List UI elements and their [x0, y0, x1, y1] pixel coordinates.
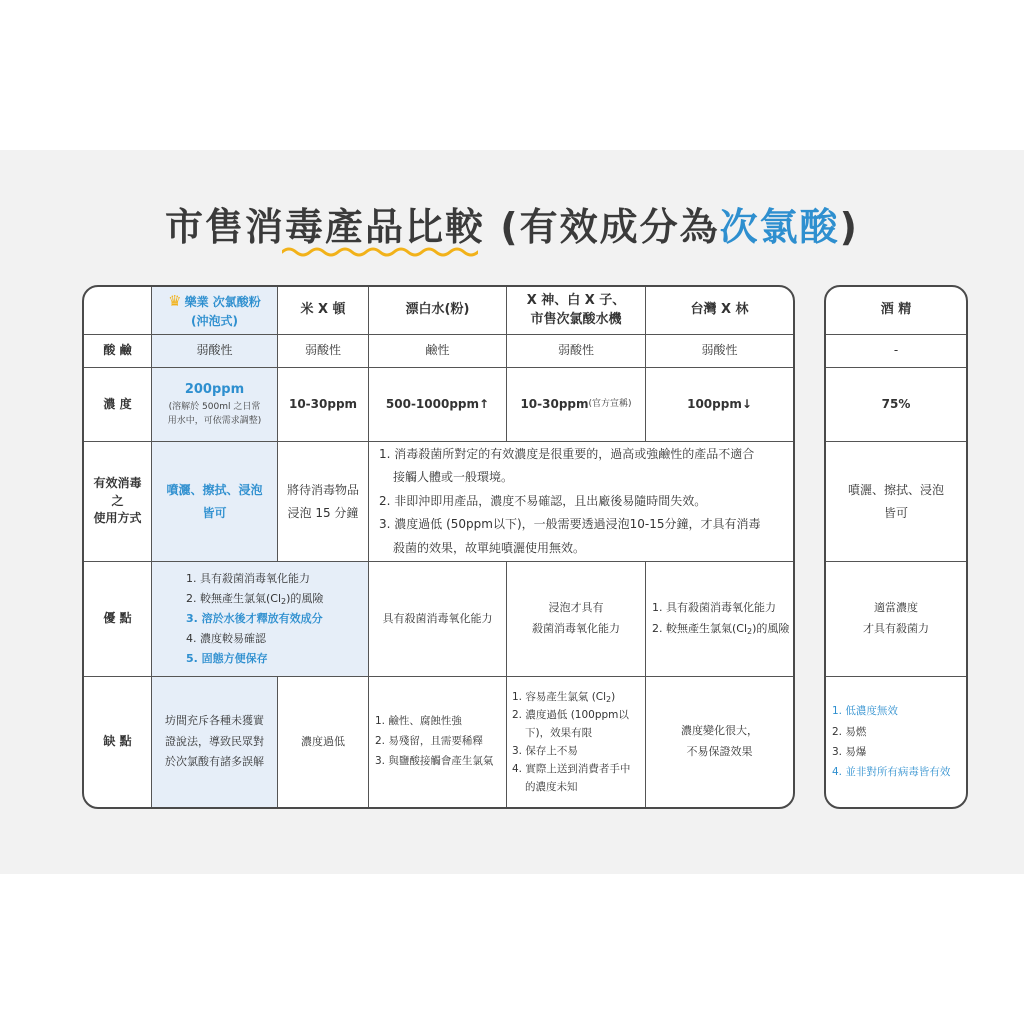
- usage-product-2: 將待消毒物品 浸泡 15 分鐘: [278, 442, 369, 562]
- header-product-1-sub: (沖泡式): [191, 313, 238, 328]
- header-product-4-line1: X 神、白 X 子、: [526, 292, 626, 308]
- conc-product-4-note: (官方宣稱): [588, 399, 632, 410]
- conc-product-5: 100ppm↓: [646, 368, 793, 442]
- acid-alcohol: -: [826, 335, 966, 368]
- row-label-cons: 缺 點: [84, 677, 152, 807]
- pros-product-5: 1. 具有殺菌消毒氧化能力 2. 較無產生氯氣$(Cl_2)$的風險: [646, 562, 793, 677]
- title-main: 市售消毒產品比較: [164, 205, 485, 249]
- alcohol-table: [824, 285, 968, 809]
- conc-alcohol: 75%: [826, 368, 966, 442]
- header-alcohol: 酒 精: [826, 287, 966, 335]
- row-label-acid: 酸 鹼: [84, 335, 152, 368]
- cons-product-5: 濃度變化很大， 不易保證效果: [681, 724, 758, 758]
- acid-product-2: 弱酸性: [278, 335, 369, 368]
- header-product-1-name: 樂業 次氯酸粉: [184, 294, 261, 309]
- header-product-1: [152, 287, 278, 335]
- pros-product-4: 浸泡才具有 殺菌消毒氧化能力: [507, 562, 646, 677]
- title-underline-squiggle: [282, 246, 478, 258]
- comparison-table: [82, 285, 795, 809]
- usage-merged-notes: 1. 消毒殺菌所對定的有效濃度是很重要的，過高或強鹼性的產品不適合 接觸人體或一般環境。 2. 非即沖即用產品，濃度不易確認，且出廠後易隨時間失效。 3. 濃度過低 (50ppm以下)，一般需要透過浸泡10-15分鐘，才具有消毒 殺菌的效果，故單純噴灑使用無效。: [369, 442, 793, 562]
- usage-product-1: 噴灑、擦拭、浸泡 皆可: [152, 442, 278, 562]
- row-label-pros: 優 點: [84, 562, 152, 677]
- cons-product-1: 坊間充斥各種未獲實 證說法，導致民眾對 於次氯酸有諸多誤解: [152, 677, 278, 807]
- cons-product-4: 1. 容易產生氯氣 $(Cl_2)$ 2. 濃度過低 (100ppm以 下)，效果有限 3. 保存上不易 4. 實際上送到消費者手中 的濃度未知: [507, 677, 646, 807]
- conc-product-3: 500-1000ppm↑: [369, 368, 507, 442]
- header-product-2: 米 X 頓: [278, 287, 369, 335]
- crown-icon: ♛: [168, 291, 182, 310]
- conc-product-1: [152, 368, 278, 442]
- pros-alcohol: 適當濃度 才具有殺菌力: [826, 562, 966, 677]
- conc-product-1-note2: 用水中，可依需求調整): [167, 415, 262, 426]
- row-label-concentration: 濃 度: [84, 368, 152, 442]
- header-product-4-line2: 市售次氯酸水機: [530, 311, 622, 327]
- header-product-4: [507, 287, 646, 335]
- header-product-3: 漂白水(粉): [369, 287, 507, 335]
- usage-alcohol: 噴灑、擦拭、浸泡 皆可: [826, 442, 966, 562]
- title-accent: 次氯酸: [719, 205, 840, 249]
- conc-product-4-value: 10-30ppm: [520, 396, 589, 411]
- pros-product-3: 具有殺菌消毒氧化能力: [369, 562, 507, 677]
- conc-product-2: 10-30ppm: [278, 368, 369, 442]
- conc-product-1-note1: (溶解於 500ml 之日常: [168, 401, 261, 412]
- title-paren-close: ): [839, 205, 859, 249]
- acid-product-3: 鹼性: [369, 335, 507, 368]
- conc-product-1-value: 200ppm: [184, 381, 245, 397]
- pros-product-1: 1. 具有殺菌消毒氧化能力 2. 較無產生氯氣$(Cl_2)$的風險 3. 溶於水後才釋放有效成分 4. 濃度較易確認 5. 固態方便保存: [152, 562, 369, 677]
- row-label-usage: 有效消毒 之 使用方式: [84, 442, 152, 562]
- header-corner: [84, 287, 152, 335]
- cons-alcohol: 1. 低濃度無效 2. 易燃 3. 易爆 4. 並非對所有病毒皆有效: [832, 705, 951, 779]
- cons-product-3: 1. 鹼性、腐蝕性強 2. 易殘留，且需要稀釋 3. 與鹽酸接觸會產生氯氣: [369, 677, 507, 807]
- conc-product-4: [507, 368, 646, 442]
- acid-product-4: 弱酸性: [507, 335, 646, 368]
- cons-product-2: 濃度過低: [278, 677, 369, 807]
- header-product-5: 台灣 X 林: [646, 287, 793, 335]
- acid-product-1: 弱酸性: [152, 335, 278, 368]
- acid-product-5: 弱酸性: [646, 335, 793, 368]
- page-title: [0, 196, 1024, 251]
- title-paren-open: (有效成分為: [485, 205, 720, 249]
